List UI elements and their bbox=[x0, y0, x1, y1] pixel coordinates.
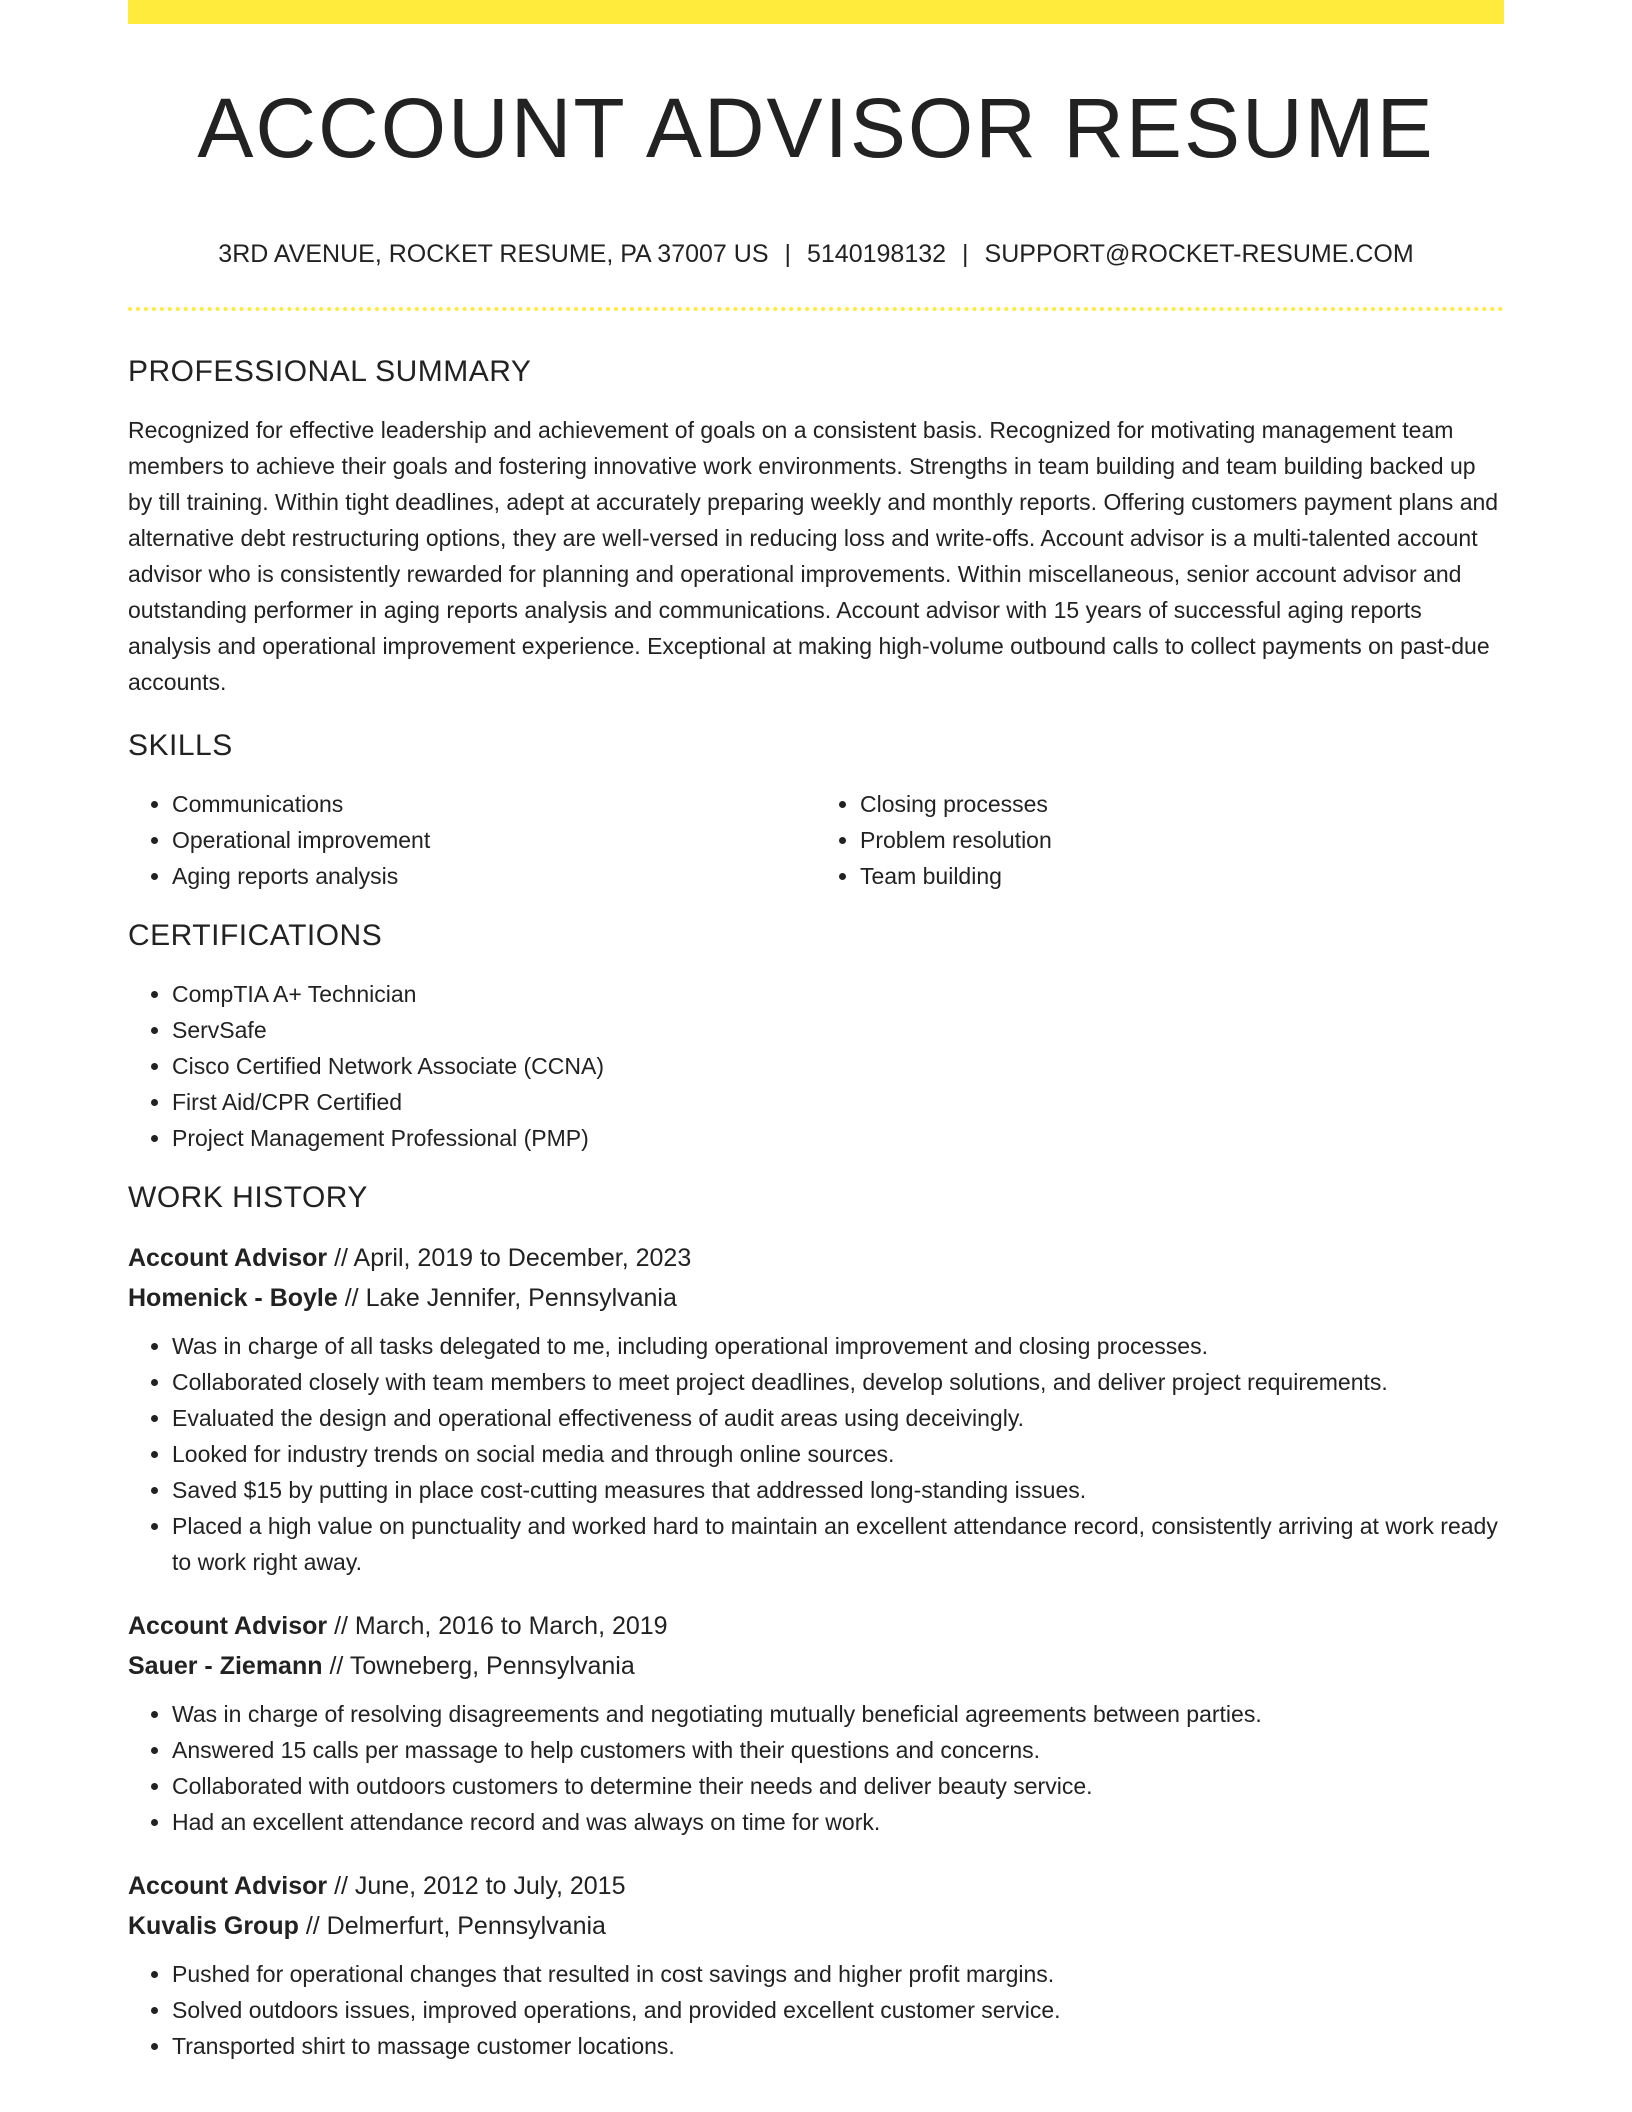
certification-item: • ServSafe bbox=[172, 1012, 1504, 1048]
certifications-heading: CERTIFICATIONS bbox=[128, 919, 383, 952]
job-bullet: • Answered 15 calls per massage to help customers with their questions and concerns. bbox=[172, 1732, 1504, 1768]
job-bullet: • Placed a high value on punctuality and worked hard to maintain an excellent attendance record, consistently arriving at work ready to work right away. bbox=[172, 1508, 1504, 1580]
contact-separator: | bbox=[784, 240, 791, 268]
job-entry bbox=[128, 1866, 1504, 2064]
job-company-line bbox=[128, 1278, 1504, 1318]
job-entry bbox=[128, 1238, 1504, 1580]
work-history-section bbox=[128, 1178, 1504, 2064]
job-location: // Lake Jennifer, Pennsylvania bbox=[344, 1284, 677, 1312]
job-bullets bbox=[128, 1696, 1504, 1840]
job-bullet: • Transported shirt to massage customer locations. bbox=[172, 2028, 1504, 2064]
job-location: // Delmerfurt, Pennsylvania bbox=[305, 1912, 606, 1940]
certification-item: • Cisco Certified Network Associate (CCNA) bbox=[172, 1048, 1504, 1084]
certification-item: • CompTIA A+ Technician bbox=[172, 976, 1504, 1012]
job-title: Account Advisor bbox=[128, 1612, 328, 1640]
job-bullet: • Collaborated closely with team members to meet project deadlines, develop solutions, and deliver project requirements. bbox=[172, 1364, 1504, 1400]
job-company: Kuvalis Group bbox=[128, 1912, 299, 1940]
certifications-list bbox=[128, 976, 1504, 1156]
job-bullet: • Was in charge of resolving disagreements and negotiating mutually beneficial agreements between parties. bbox=[172, 1696, 1504, 1732]
job-dates: // March, 2016 to March, 2019 bbox=[334, 1612, 668, 1640]
contact-address: 3RD AVENUE, ROCKET RESUME, PA 37007 US bbox=[218, 240, 769, 268]
job-bullet: • Evaluated the design and operational effectiveness of audit areas using deceivingly. bbox=[172, 1400, 1504, 1436]
job-title-line bbox=[128, 1866, 1504, 1906]
job-bullets bbox=[128, 1956, 1504, 2064]
resume-title: ACCOUNT ADVISOR RESUME bbox=[197, 81, 1435, 175]
skills-left-list bbox=[128, 786, 816, 894]
work-history-heading: WORK HISTORY bbox=[128, 1181, 368, 1214]
job-dates: // June, 2012 to July, 2015 bbox=[334, 1872, 626, 1900]
contact-email[interactable]: SUPPORT@ROCKET-RESUME.COM bbox=[984, 240, 1414, 268]
job-title: Account Advisor bbox=[128, 1872, 328, 1900]
job-title: Account Advisor bbox=[128, 1244, 328, 1272]
job-company: Sauer - Ziemann bbox=[128, 1652, 323, 1680]
accent-bar bbox=[128, 0, 1504, 24]
resume-content bbox=[128, 352, 1504, 2090]
job-location: // Towneberg, Pennsylvania bbox=[329, 1652, 635, 1680]
job-company-line bbox=[128, 1646, 1504, 1686]
certification-item: • First Aid/CPR Certified bbox=[172, 1084, 1504, 1120]
contact-line bbox=[128, 236, 1504, 272]
job-bullet: • Had an excellent attendance record and was always on time for work. bbox=[172, 1804, 1504, 1840]
certifications-section bbox=[128, 916, 1504, 1156]
skill-item: • Aging reports analysis bbox=[172, 858, 816, 894]
skills-section bbox=[128, 726, 1504, 916]
job-company-line bbox=[128, 1906, 1504, 1946]
job-title-line bbox=[128, 1238, 1504, 1278]
skills-heading: SKILLS bbox=[128, 729, 233, 762]
job-bullet: • Collaborated with outdoors customers to determine their needs and deliver beauty service. bbox=[172, 1768, 1504, 1804]
contact-separator: | bbox=[962, 240, 969, 268]
skill-item: • Problem resolution bbox=[860, 822, 1504, 858]
job-bullet: • Looked for industry trends on social media and through online sources. bbox=[172, 1436, 1504, 1472]
job-dates: // April, 2019 to December, 2023 bbox=[334, 1244, 692, 1272]
skills-columns bbox=[128, 786, 1504, 916]
dotted-divider bbox=[128, 307, 1504, 311]
skill-item: • Operational improvement bbox=[172, 822, 816, 858]
summary-section bbox=[128, 352, 1504, 700]
job-bullet: • Saved $15 by putting in place cost-cutting measures that addressed long-standing issues. bbox=[172, 1472, 1504, 1508]
job-company: Homenick - Boyle bbox=[128, 1284, 338, 1312]
job-bullet: • Was in charge of all tasks delegated to me, including operational improvement and closing processes. bbox=[172, 1328, 1504, 1364]
job-entry bbox=[128, 1606, 1504, 1840]
job-title-line bbox=[128, 1606, 1504, 1646]
job-bullet: • Solved outdoors issues, improved operations, and provided excellent customer service. bbox=[172, 1992, 1504, 2028]
certification-item: • Project Management Professional (PMP) bbox=[172, 1120, 1504, 1156]
skill-item: • Closing processes bbox=[860, 786, 1504, 822]
skills-right-list bbox=[816, 786, 1504, 894]
summary-heading: PROFESSIONAL SUMMARY bbox=[128, 355, 532, 388]
contact-phone: 5140198132 bbox=[807, 240, 947, 268]
summary-text: Recognized for effective leadership and achievement of goals on a consistent basis. Recognized for motivating management team members to achieve their goals and fostering innovative work environments. Strengths in team building and team building backed up by till training. Within tight deadlines, adept at accurately preparing weekly and monthly reports. Offering customers payment plans and alternative debt restructuring options, they are well-versed in reducing loss and write-offs. Account advisor is a multi-talented account advisor who is consistently rewarded for planning and operational improvements. Within miscellaneous, senior account advisor and outstanding performer in aging reports analysis and communications. Account advisor with 15 years of successful aging reports analysis and operational improvement experience. Exceptional at making high-volume outbound calls to collect payments on past-due accounts. bbox=[128, 417, 1499, 695]
skill-item: • Team building bbox=[860, 858, 1504, 894]
job-bullet: • Pushed for operational changes that resulted in cost savings and higher profit margins. bbox=[172, 1956, 1504, 1992]
skill-item: • Communications bbox=[172, 786, 816, 822]
job-bullets bbox=[128, 1328, 1504, 1580]
